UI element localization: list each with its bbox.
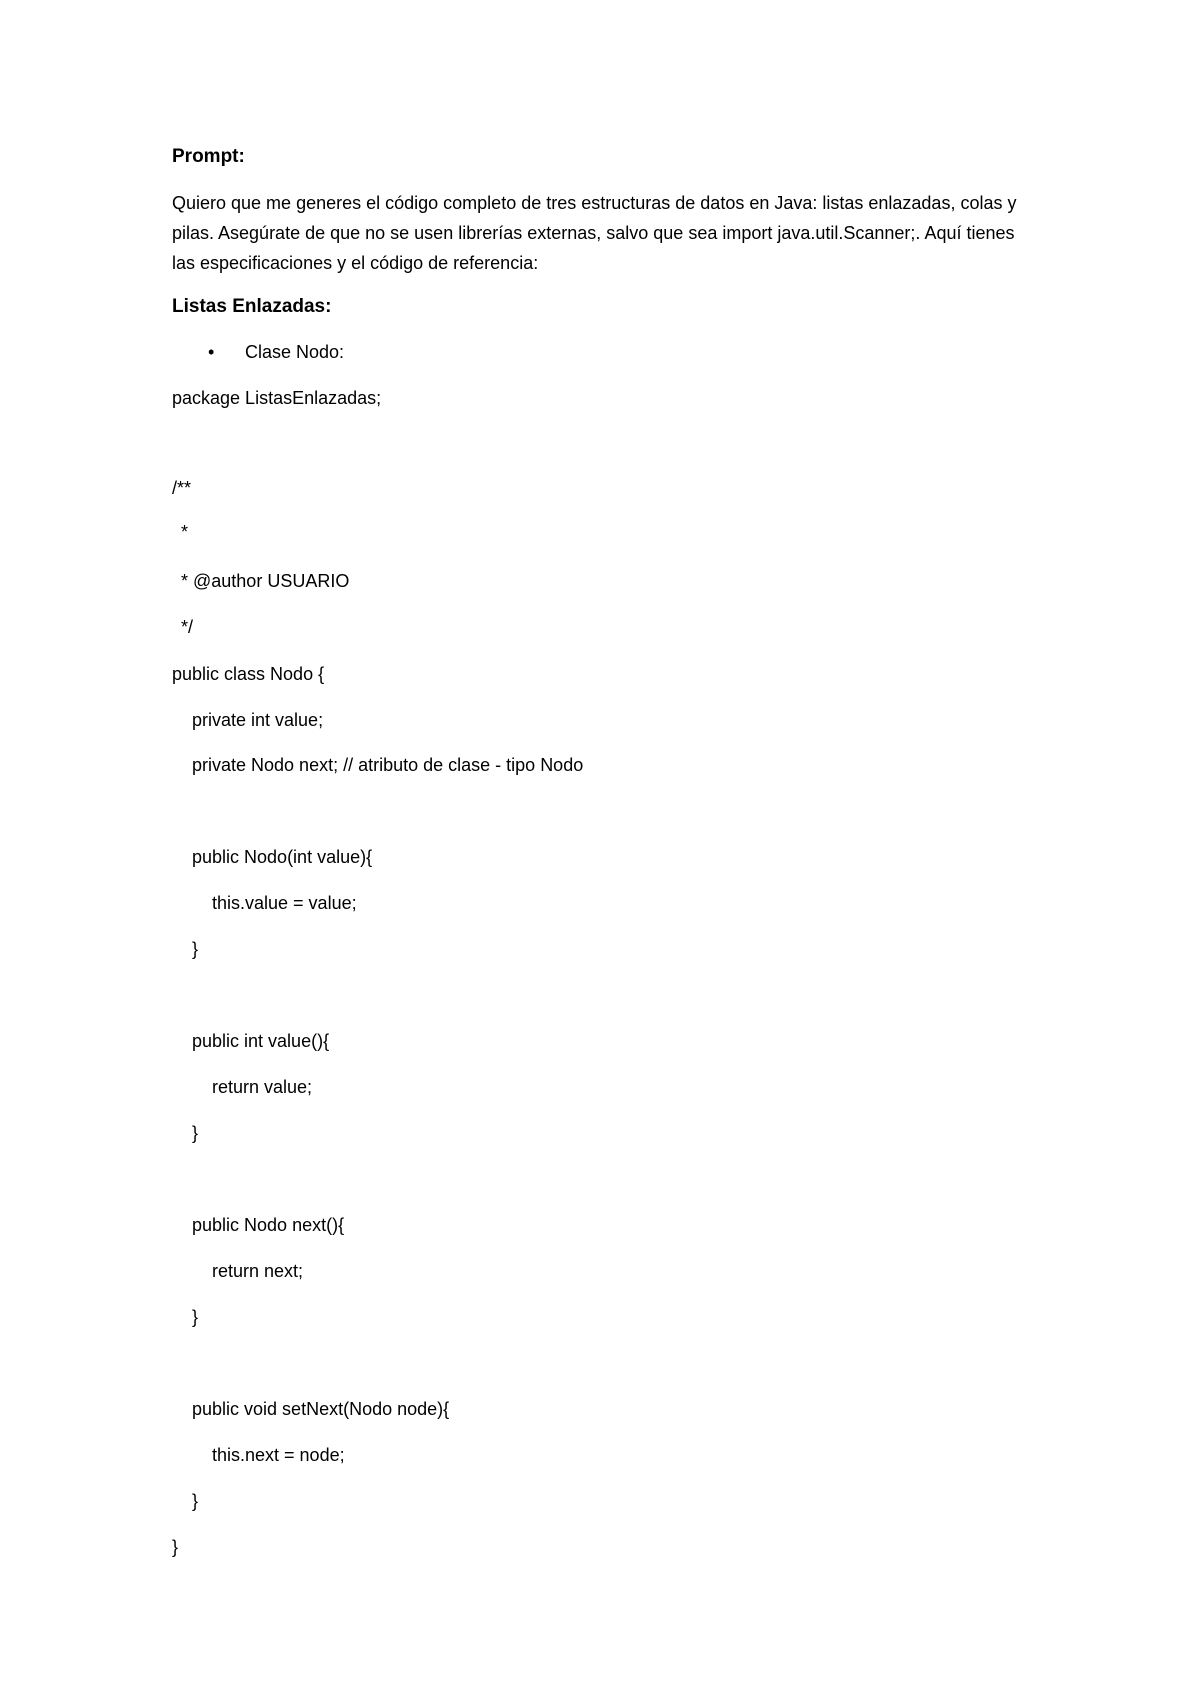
code-line: public int value(){ (192, 1031, 330, 1051)
code-line: * @author USUARIO (181, 571, 350, 591)
bullet-icon: • (208, 342, 215, 362)
code-line: return next; (212, 1261, 304, 1281)
code-line: this.next = node; (212, 1445, 345, 1465)
code-line: private int value; (192, 710, 324, 730)
code-line: public void setNext(Nodo node){ (192, 1399, 450, 1419)
code-line: public class Nodo { (172, 664, 325, 684)
code-line: } (172, 1537, 179, 1557)
code-line: * (181, 522, 189, 542)
code-line: public Nodo(int value){ (192, 847, 373, 867)
section-heading-listas-enlazadas: Listas Enlazadas: (172, 296, 332, 317)
code-line: } (192, 1307, 199, 1327)
code-line: package ListasEnlazadas; (172, 388, 382, 408)
code-line: } (192, 1123, 199, 1143)
code-line: public Nodo next(){ (192, 1215, 345, 1235)
prompt-heading: Prompt: (172, 146, 245, 167)
code-line: } (192, 1491, 199, 1511)
code-line: } (192, 939, 199, 959)
code-line: return value; (212, 1077, 313, 1097)
code-line: */ (181, 617, 194, 637)
code-line: this.value = value; (212, 893, 357, 913)
code-line: /** (172, 478, 192, 498)
prompt-paragraph: Quiero que me generes el código completo de tres estructuras de datos en Java: listas enlazadas, colas y pilas. Asegúrate de que no se usen librerías externas, salvo que sea import java.util.Scanner;. Aquí tienes las especificaciones y el código de referencia: (172, 193, 1017, 273)
bullet-text: Clase Nodo: (245, 342, 345, 362)
code-line: private Nodo next; // atributo de clase - tipo Nodo (192, 755, 584, 775)
